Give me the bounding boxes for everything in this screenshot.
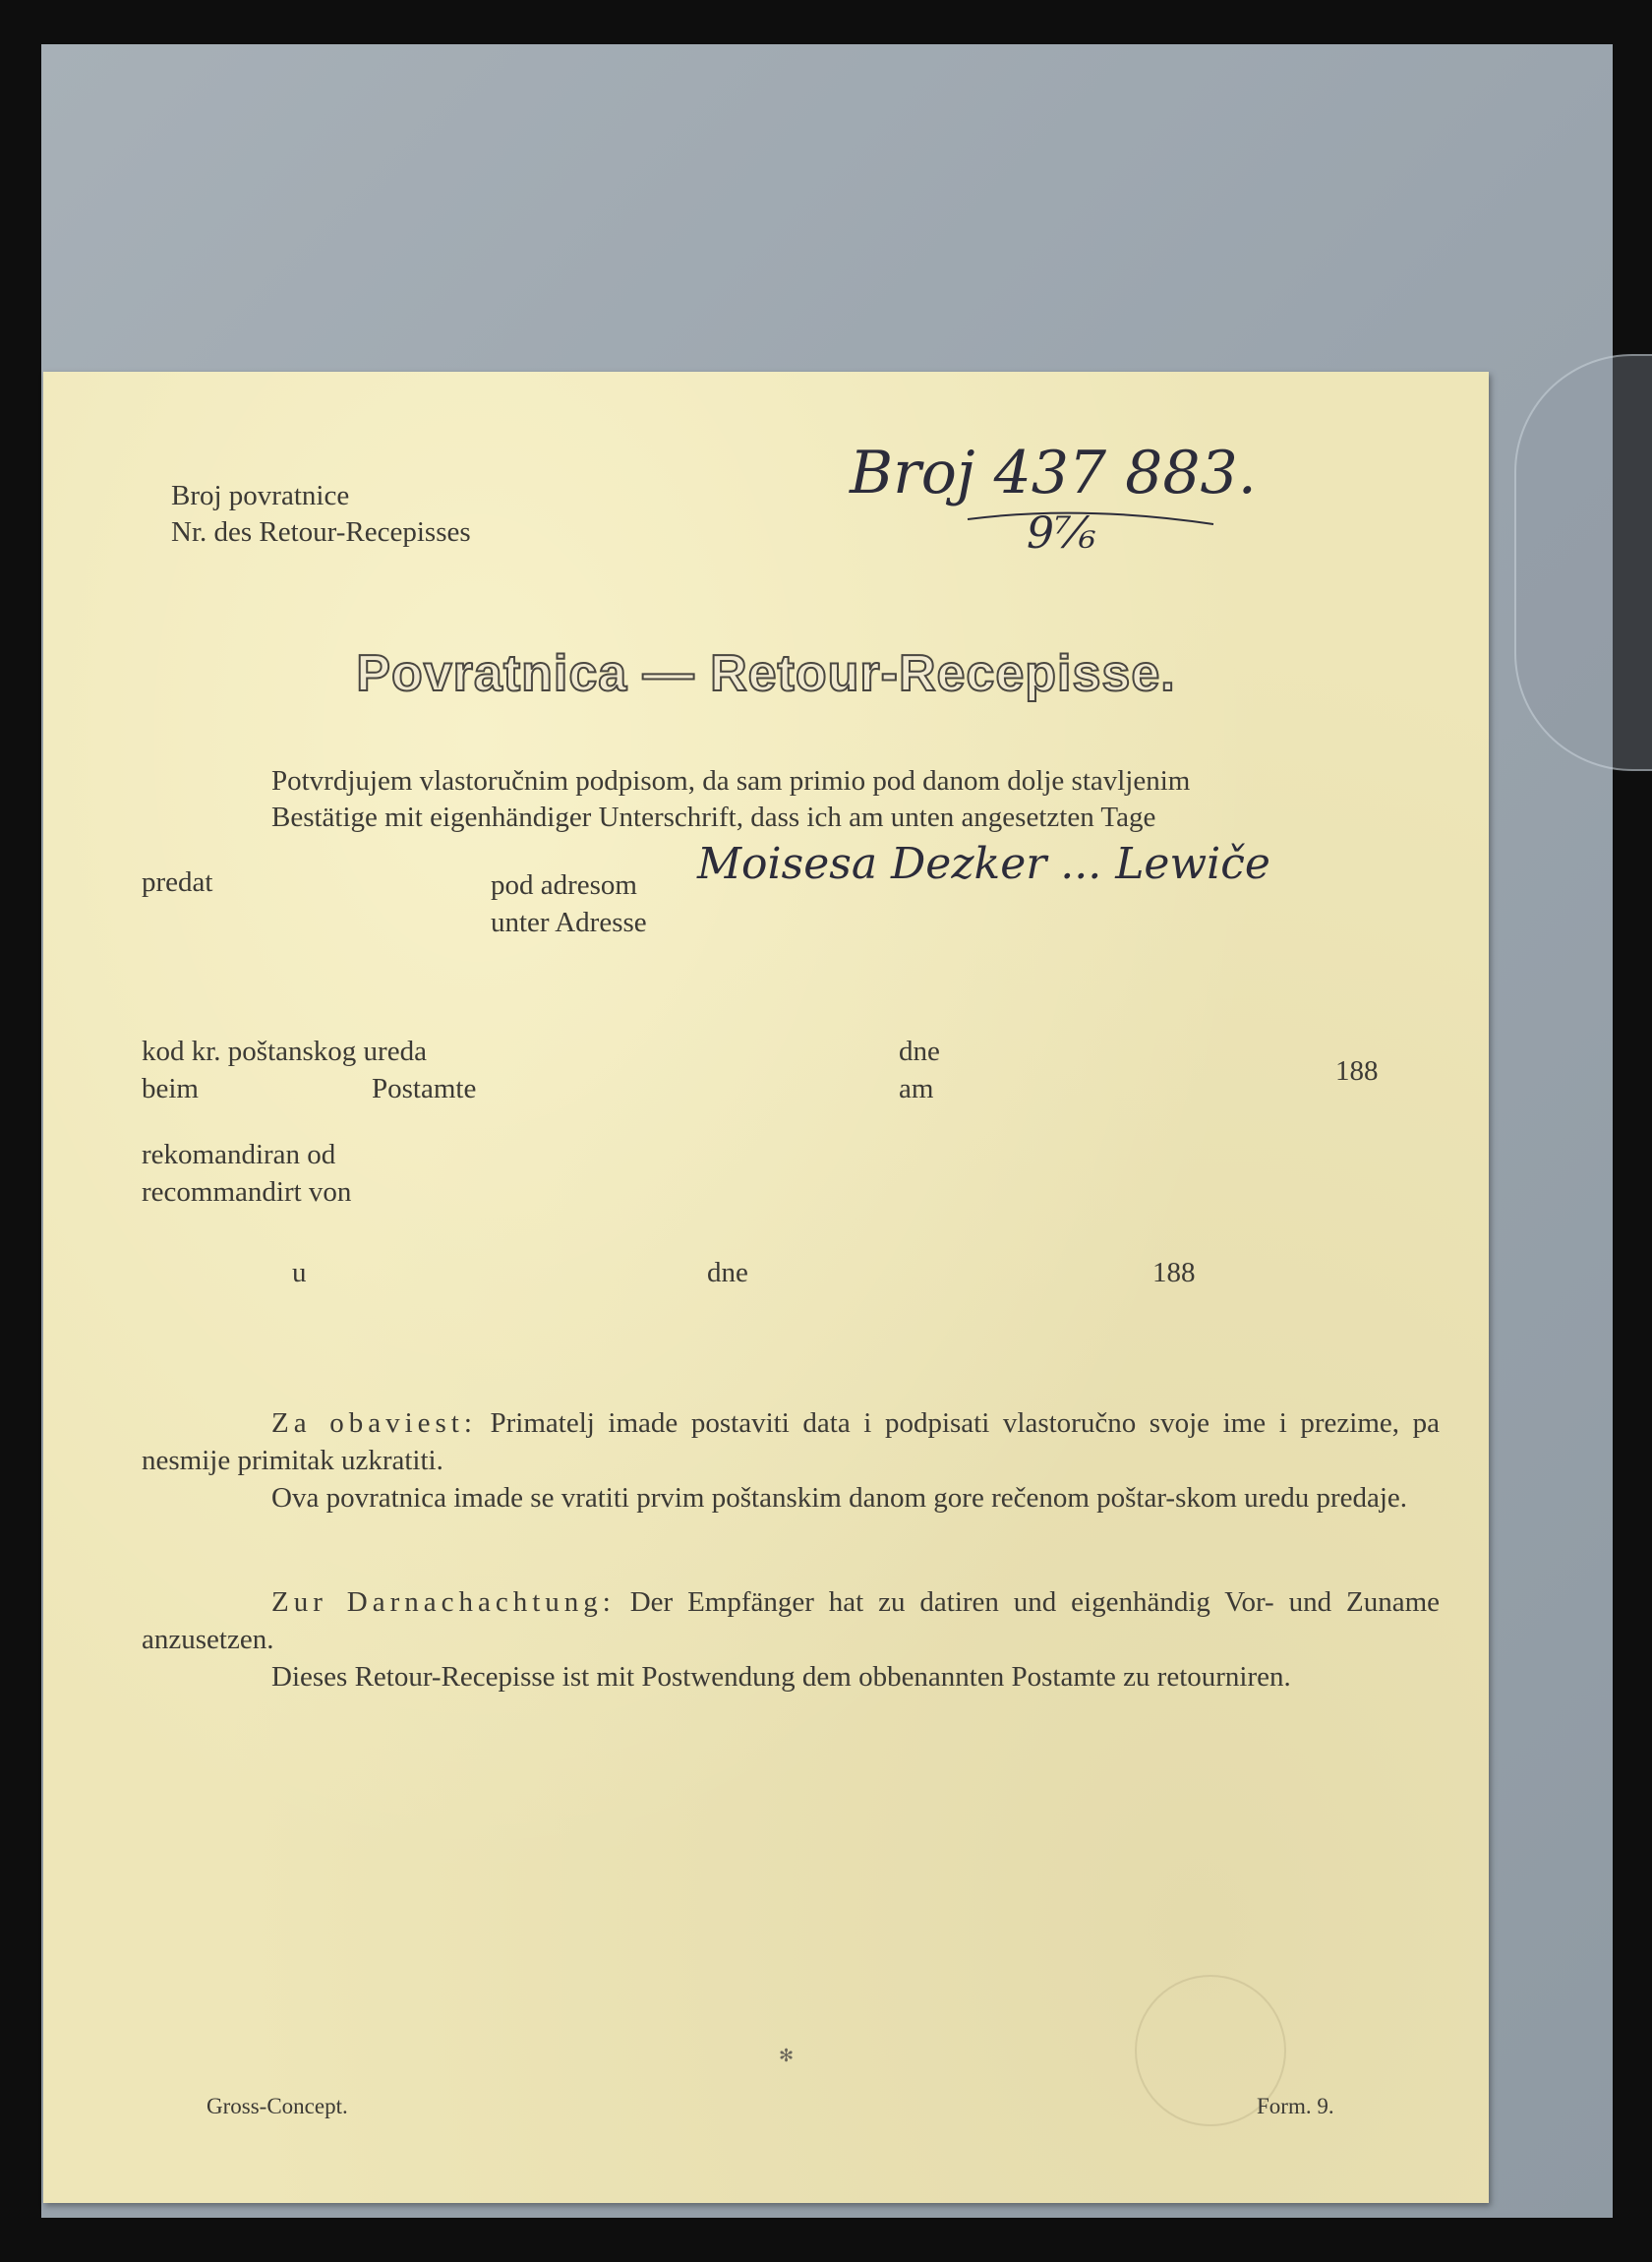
receipt-number-label-hr: Broj povratnice: [171, 480, 350, 511]
sleeve-edge: [1514, 354, 1652, 771]
notice-de-text-1: Der Empfänger hat zu datiren und eigenhändig Vor- und Zuname anzusetzen.: [142, 1586, 1440, 1655]
form-title: Povratnica — Retour-Recepisse.: [356, 645, 1176, 702]
postamte-label: Postamte: [372, 1073, 477, 1104]
notice-hr-heading: Za obaviest:: [271, 1407, 477, 1439]
dne-label-1: dne: [899, 1036, 940, 1067]
year-label-1: 188: [1335, 1055, 1379, 1087]
year-label-2: 188: [1152, 1257, 1196, 1288]
footer-right: Form. 9.: [1257, 2094, 1334, 2118]
notice-hr-text-1: Primatelj imade postaviti data i podpisati vlastoručno svoje ime i prezime, pa nesmije primitak uzkratiti.: [142, 1407, 1441, 1476]
intro-line-de: Bestätige mit eigenhändiger Unterschrift, dass ich am unten angesetzten Tage: [271, 802, 1156, 833]
notice-hr: [142, 1404, 1440, 1517]
notice-de-text-2: Dieses Retour-Recepisse ist mit Postwendung dem obbenannten Postamte zu retourniren.: [271, 1661, 1291, 1693]
dne-label-2: dne: [707, 1257, 748, 1288]
am-label-1: am: [899, 1073, 934, 1104]
return-receipt-form: [43, 372, 1489, 2203]
receipt-number-label-de: Nr. des Retour-Recepisses: [171, 516, 471, 548]
predat-label: predat: [142, 866, 213, 898]
notice-hr-text-2: Ova povratnica imade se vratiti prvim poštanskim danom gore rečenom poštar-skom uredu predaje.: [271, 1482, 1408, 1514]
handwritten-receipt-number: Broj 437 883.: [850, 439, 1257, 507]
u-label: u: [292, 1257, 307, 1288]
kod-ureda-label: kod kr. poštanskog ureda: [142, 1036, 427, 1067]
pod-adresom-label: pod adresom: [491, 869, 637, 901]
intro-line-hr: Potvrdjujem vlastoručnim podpisom, da sam primio pod danom dolje stavljenim: [271, 765, 1191, 797]
beim-label: beim: [142, 1073, 199, 1104]
footer-left: Gross-Concept.: [206, 2094, 348, 2118]
handwritten-underline: [963, 495, 1218, 534]
notice-de: [142, 1583, 1440, 1696]
notice-de-heading: Zur Darnachachtung:: [271, 1586, 616, 1618]
handwritten-sub-number: 9⁷⁄₆: [1027, 508, 1096, 559]
printer-mark: ✻: [779, 2046, 795, 2065]
rekomandiran-label: rekomandiran od: [142, 1139, 336, 1170]
unter-adresse-label: unter Adresse: [491, 907, 647, 938]
recommandirt-label: recommandirt von: [142, 1176, 352, 1208]
handwritten-address: Moisesa Dezker ... Lewiče: [697, 839, 1270, 889]
